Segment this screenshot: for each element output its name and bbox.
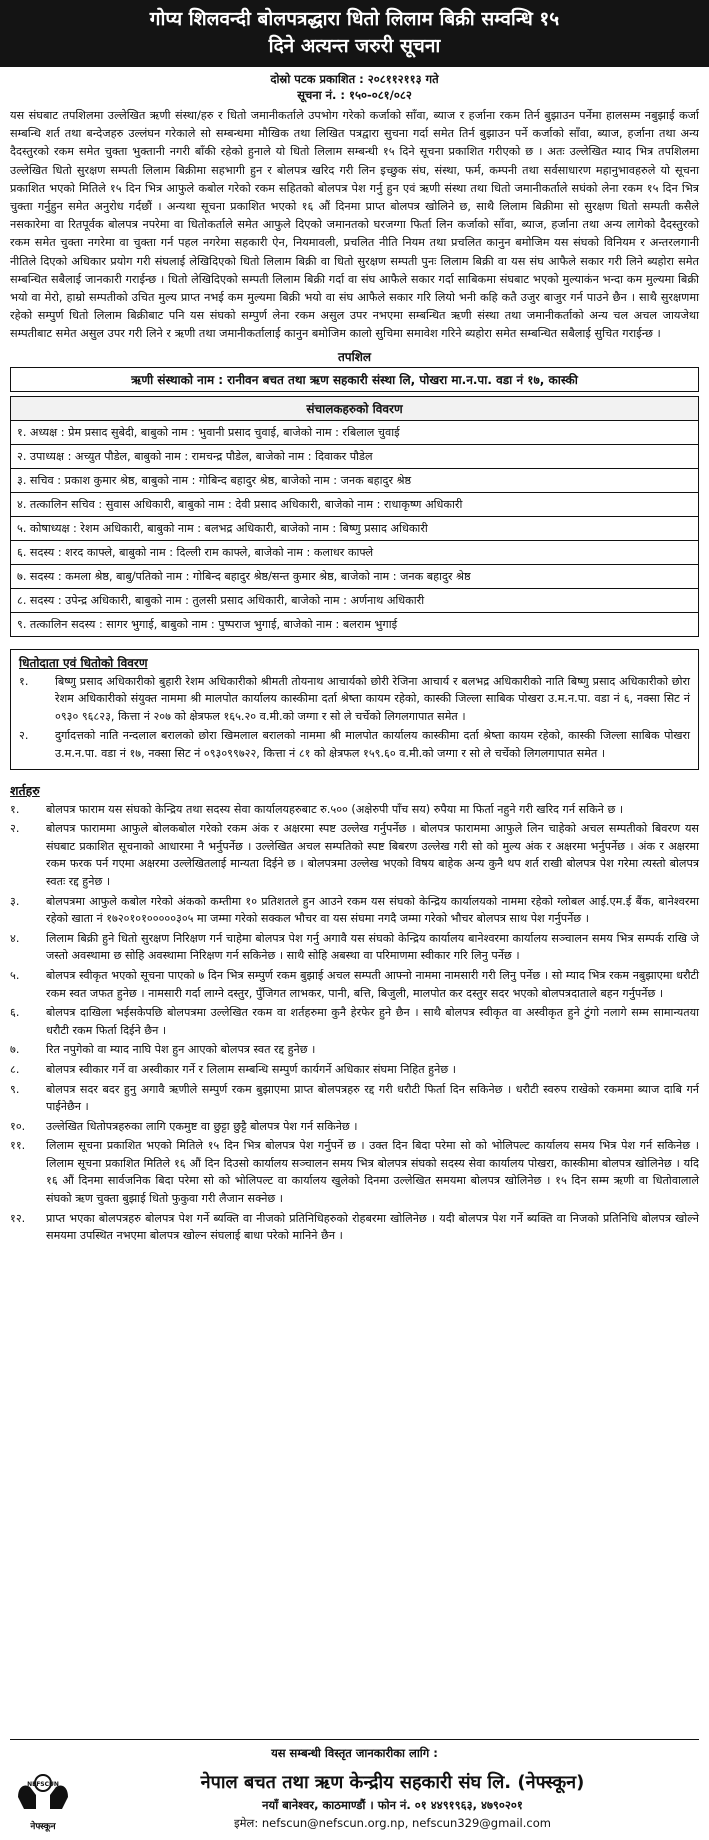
- footer-info-line: यस सम्बन्धी विस्तृत जानकारीका लागि :: [10, 1739, 699, 1761]
- condition-text: बोलपत्र फाराममा आफुले बोलकबोल गरेको रकम अंक र अक्षरमा स्पष्ट उल्लेख गर्नुपर्नेछ । बोलपत्र फाराममा आफुले लिन चाहेको अचल सम्पतीको बिवरण यस संघबाट प्रकाशित सूचनाको आधारमा नै भर्नुपर्नेछ । उल्लेखित अचल सम्पतिको स्पष्ट बिबरण उल्लेख गरी सो को मुल्य अंक र अक्षरमा भर्नुपर्नेछ । अंक र अक्षरमा रकम फरक पर्न गएमा अक्षरमा उल्लेखितलाई मान्यता दिईने छ । बोलपत्रमा उल्लेख भएको विषय बाहेक अन्य कुनै थप शर्त राखी बोलपत्र पेश गरेमा त्यस्तो बोलपत्र स्वतः रद्द हुनेछ ।: [46, 822, 699, 888]
- notice-title-line-2: दिने अत्यन्त जरुरी सूचना: [268, 35, 441, 57]
- condition-number: ४.: [10, 931, 20, 945]
- director-row: १. अध्यक्ष : प्रेम प्रसाद सुबेदी, बाबुको नाम : भुवानी प्रसाद चुवाई, बाजेको नाम : रबिलाल चुवाई: [11, 420, 699, 444]
- collateral-item-text: बिष्णु प्रसाद अधिकारीको बुहारी रेशम अधिकारीको श्रीमती तोयनाथ आचार्यको छोरी रेजिना आचार्य र बलभद्र अधिकारीको नाति बिष्णु प्रसाद अधिकारीको छोरा रेशम अधिकारीको संयुक्त नाममा श्री मालपोत कार्यालय कास्कीमा दर्ता श्रेष्ता कायम रहेको, कास्की जिल्ला साबिक पोखरा उ.म.न.पा. वडा नं ६, नक्सा सिट नं ०९३० ९६८२३, कित्ता नं २०७ को क्षेत्रफल १६५.२० व.मी.को जग्गा र सो ले चर्चेको लिगलगापात समेत ।: [55, 674, 690, 723]
- conditions-list: [10, 801, 699, 1245]
- condition-number: ९.: [10, 1082, 20, 1096]
- notice-body-text: यस संघबाट तपशिलमा उल्लेखित ऋणी संस्था/हरु र धितो जमानीकर्ताले उपभोग गरेको कर्जाको साँवा, ब्याज र हर्जाना रकम तिर्न बुझाउन पर्नेमा हालसम्म नबुझाई कर्जा सम्बन्धि शर्त तथा बन्देजहरु उल्लंघन गरेकाले सो सम्बन्धमा मौखिक तथा लिखित पत्रद्वारा सुचना गर्दा समेत तिर्न बुझाउन पर्ने कर्जाको साँवा, ब्याज, हर्जाना तथा अन्य दैदस्तुरको रकम समेत चुक्ता भुक्तानी नगरी बाँकी रहेको हुनाले यो धितो लिलाम सम्बन्धी १५ दिने सूचना प्रकाशित गरीएको छ । अतः उल्लेखित म्याद भित्र तपशिलमा उल्लेखित धितो सुरक्षण सम्पती लिलाम बिक्रीमा सहभागी हुन र बोलपत्र खरिद गरी लिन इच्छुक संघ, संस्था, फर्म, कम्पनी तथा सर्वसाधारण महानुभावहरुले यो सूचना प्रकाशित भएको मितिले १५ दिन भित्र आफुले कबोल गरेको रकम सहितको बोलपत्र पेश गर्नु हुन एवं ऋणी संस्था तथा धितो जमानीकर्ताले सघंको लेना रकम १५ दिन भित्र चुक्ता गर्नुहुन समेत अनुरोध गर्दछौं । अन्यथा सूचना प्रकाशित भएको १६ औं दिनमा प्राप्त बोलपत्र खोलिने छ, साथै लिलाम बिक्रीमा सो सुरक्षण धितो सम्पती कसैले नसकारेमा वा रितपूर्वक बोलपत्र नपरेमा वा धितोकर्ताले समेत आफुले दिएको जमानतको घरजग्गा फिर्ता लिन कर्जाको साँवा, ब्याज, हर्जाना तथा अन्य लागेको दैदस्तुरको रकम समेत चुक्ता नगरेमा वा चुक्ता गर्न पहल नगरेमा सहकारी ऐन, नियमावली, प्रचलित नीति नियम तथा प्रचलित कानुन बमोजिम यस संघको विनियम र अन्तरलगानी नीतिले दिएको अधिकार प्रयोग गरी संघलाई लेखिदिएको धितो लिलाम बिक्री वा धितो सुरक्षण सम्पती पुनः लिलाम बिक्री वा यस संघ आफैले सकार गरी लिने ब्यहोरा समेत सम्बन्धित सबैलाई जानकारी गराईन्छ । धितो लेखिदिएको सम्पती लिलाम बिक्री गर्दा वा संघ आफैले सकार गर्दा साबिकमा संघबाट भएको मुल्याकंन भन्दा कम मुल्यमा बिक्री भयो वा मेरो, हाम्रो सम्पतीको उचित मुल्य प्राप्त नभई कम मुल्यमा बिक्री भयो वा संघ आफैले सकार गरि लियो भनी कहि कतै उजुर बाजुर गर्न पाउने छैन । साथै सुरक्षणमा रहेको सम्पुर्ण धितो लिलाम बिक्रीबाट पनि यस संघको सम्पुर्ण लेना रकम असुल उपर नभएमा सम्बन्धित ऋणी संस्था तथा जमानीकर्ताको अन्य चल अचल जायजेथा सम्पतीबाट समेत असुल उपर गरी लिने र ऋणी तथा जमानीकर्तालाई कानुन बमोजिम कालो सुचिमा समावेश गरिने ब्यहोरा समेत सम्बन्धित सबैलाई सुचित गराईन्छ ।: [10, 109, 699, 341]
- logo-mark-text: NEFSCUN: [27, 1781, 59, 1788]
- condition-item: [10, 1137, 699, 1207]
- footer-org-name: नेपाल बचत तथा ऋण केन्द्रीय सहकारी संघ लि. (नेफ्स्कून): [200, 1772, 585, 1793]
- footer-contact: [86, 1770, 699, 1831]
- condition-item: [10, 1118, 699, 1136]
- condition-text: उल्लेखित धितोपत्रहरुका लागि एकमुष्ट वा छुट्टा छुट्टै बोलपत्र पेश गर्न सकिनेछ ।: [46, 1119, 358, 1133]
- publish-info: दोस्रो पटक प्रकाशित : २०८११२११३ गते: [270, 72, 439, 86]
- collateral-item-number: १.: [19, 674, 29, 688]
- condition-item: [10, 930, 699, 965]
- collateral-title: धितोदाता एवं धितोको विवरण: [19, 655, 148, 670]
- logo-caption: नेफ्स्कून: [30, 1822, 56, 1832]
- condition-item: [10, 1041, 699, 1059]
- condition-item: [10, 1210, 699, 1245]
- notice-title-bar: [0, 0, 709, 67]
- director-row: ९. तत्कालिन सदस्य : सागर भुगाई, बाबुको नाम : पुष्पराज भुगाई, बाजेको नाम : बलराम भुगाई: [11, 612, 699, 636]
- condition-number: ८.: [10, 1062, 20, 1076]
- condition-number: ५.: [10, 968, 20, 982]
- condition-number: २.: [10, 822, 20, 836]
- director-row: ५. कोषाध्यक्ष : रेशम अधिकारी, बाबुको नाम : बलभद्र अधिकारी, बाजेको नाम : बिष्णु प्रसाद अधिकारी: [11, 516, 699, 540]
- condition-text: बोलपत्र स्वीकार गर्ने वा अस्वीकार गर्ने र लिलाम सम्बन्धि सम्पुर्ण कार्यगर्ने अधिकार संघमा निहित हुनेछ ।: [46, 1062, 456, 1076]
- condition-text: लिलाम सूचना प्रकाशित भएको मितिले १५ दिन भित्र बोलपत्र पेश गर्नुपर्ने छ । उक्त दिन बिदा परेमा सो को भोलिपल्ट कार्यालय समय भित्र पेश गर्न सकिनेछ । लिलाम सूचना प्रकाशित मितिले १६ औं दिन दिउसो कार्यालय सञ्चालन समय भित्र बोलपत्र संघको सदस्य सेवा कार्यालय पोखरा, कास्कीमा बोलपत्र खोलिनेछ । यदि १६ औं दिनमा सार्वजनिक बिदा परेमा सो को भोलिपल्ट वा कार्यालय खुलेको दिनमा उल्लेखित समयमा बोलपत्र खोलिनेछ । १५ दिन सम्म ऋणी वा धितोवालाले संघको ऋण चुक्ता बुझाई धितो फुकुवा गरी लैजान सक्नेछ ।: [46, 1139, 699, 1206]
- collateral-item-number: २.: [19, 729, 29, 743]
- director-row: ४. तत्कालिन सचिव : सुवास अधिकारी, बाबुको नाम : देवी प्रसाद अधिकारी, बाजेको नाम : राधाकृष्ण अधिकारी: [11, 492, 699, 516]
- condition-item: [10, 1004, 699, 1039]
- borrower-org-line: ऋणी संस्थाको नाम : रानीवन बचत तथा ऋण सहकारी संस्था लि, पोखरा मा.न.पा. वडा नं १७, कास्की: [10, 367, 699, 392]
- hands-logo-icon: [14, 1769, 72, 1815]
- condition-item: [10, 820, 699, 890]
- director-row: २. उपाध्यक्ष : अच्युत पौडेल, बाबुको नाम : रामचन्द्र पौडेल, बाजेको नाम : दिवाकर पौडेल: [11, 444, 699, 468]
- conditions-title: शर्तहरु: [10, 782, 40, 798]
- director-row: ७. सदस्य : कमला श्रेष्ठ, बाबु/पतिको नाम : गोबिन्द बहादुर श्रेष्ठ/सन्त कुमार श्रेष्ठ, बाजेको नाम : जनक बहादुर श्रेष्ठ: [11, 564, 699, 588]
- condition-text: बोलपत्र फाराम यस संघको केन्द्रिय तथा सदस्य सेवा कार्यालयहरुबाट रु.५०० (अक्षेरुपी पाँच सय) रुपैया मा फिर्ता नहुने गरी खरिद गर्न सकिने छ ।: [46, 802, 624, 816]
- directors-header: संचालकहरुको विवरण: [11, 396, 699, 420]
- condition-text: लिलाम बिक्री हुने धितो सुरक्षण निरिक्षण गर्न चाहेमा बोलपत्र पेश गर्नु अगावै यस संघको केन्द्रिय कार्यालय बानेश्वरमा कार्यालय सञ्चालन समय भित्र सम्पर्क राखि जे जस्तो अवस्थामा छ सोहि अवस्थामा निरिक्षण गर्न सकिनेछ । साथै सोहि अबस्था वा परिमाणमा स्वीकार गरि लिनु पर्नेछ ।: [46, 931, 699, 963]
- collateral-box: [10, 649, 699, 770]
- collateral-item-text: दुर्गादत्तको नाति नन्दलाल बरालको छोरा खिमलाल बरालको नाममा श्री मालपोत कार्यालय कास्कीमा दर्ता श्रेष्ता कायम रहेको, कास्की जिल्ला साबिक पोखरा उ.म.न.पा. वडा नं १७, नक्सा सिट नं ०९३०९९७२२, कित्ता नं ८१ को क्षेत्रफल १५९.६० व.मी.को जग्गा र सो ले चर्चेको लिगलगापात समेत ।: [55, 729, 690, 761]
- condition-number: ११.: [10, 1139, 26, 1153]
- condition-number: ७.: [10, 1043, 20, 1057]
- directors-table: [10, 396, 699, 637]
- condition-text: प्राप्त भएका बोलपत्रहरु बोलपत्र पेश गर्ने ब्यक्ति वा नीजको प्रतिनिधिहरुको रोहबरमा खोलिनेछ । यदी बोलपत्र पेश गर्ने ब्यक्ति वा निजको प्रतिनिधि बोलपत्र खोल्ने समयमा उपस्थित नभएमा बोलपत्र खोल्न संघलाई बाधा परेको मानिने छैन ।: [46, 1211, 699, 1243]
- condition-item: [10, 1061, 699, 1079]
- notice-number: सूचना नं. : १५०-०८१/०८२: [297, 88, 412, 102]
- condition-number: १२.: [10, 1211, 26, 1225]
- details-title: तपशिल: [337, 349, 372, 364]
- condition-text: बोलपत्र स्वीकृत भएको सूचना पाएको ७ दिन भित्र सम्पुर्ण रकम बुझाई अचल सम्पती आफ्नो नाममा नामसारी गरी लिनु पर्नेछ । सो म्याद भित्र रकम नबुझाएमा धरौटी रकम स्वत जफत हुनेछ । नामसारी गर्दा लाग्ने दस्तुर, पुँजिगत लाभकर, पानी, बत्ति, बिजुली, मालपोत कर दस्तुर सदर भएको बोलपत्रदाताले बहन गर्नुपर्नेछ ।: [46, 968, 699, 1000]
- condition-item: [10, 967, 699, 1002]
- notice-footer: [10, 1735, 699, 1832]
- condition-text: बोलपत्र दाखिला भईसकेपछि बोलपत्रमा उल्लेखित रकम वा शर्तहरुमा कुनै हेरफेर हुने छैन । साथै बोलपत्र स्वीकृत वा अस्वीकृत हुने टुंगो नलागे सम्म सामान्यतया धरौटी रकम फिर्ता दिईने छैन ।: [46, 1006, 699, 1037]
- director-row: ८. सदस्य : उपेन्द्र अधिकारी, बाबुको नाम : तुलसी प्रसाद अधिकारी, बाजेको नाम : अर्णनाथ अधिकारी: [11, 588, 699, 612]
- org-logo: [10, 1769, 76, 1832]
- condition-text: रित नपुगेको वा म्याद नाघि पेश हुन आएको बोलपत्र स्वत रद्द हुनेछ ।: [46, 1043, 316, 1057]
- collateral-item: [19, 673, 690, 726]
- condition-number: १.: [10, 802, 20, 816]
- director-row: ३. सचिव : प्रकाश कुमार श्रेष्ठ, बाबुको नाम : गोबिन्द बहादुर श्रेष्ठ, बाजेको नाम : जनक बहादुर श्रेष्ठ: [11, 468, 699, 492]
- condition-item: [10, 801, 699, 819]
- condition-text: बोलपत्रमा आफुले कबोल गरेको अंकको कम्तीमा १० प्रतिशतले हुन आउने रकम यस संघको केन्द्रिय कार्यालयको नाममा रहेको ग्लोबल आई.एम.ई बैंक, बानेश्वरमा रहेको खाता नं १७२०१०१०००००३०५ मा जम्मा गरेको सक्कल भौचर वा यस संघमा नगदै जम्मा गरेको भौचर बोलपत्र साथ पेश गर्नुपर्नेछ ।: [46, 894, 699, 926]
- director-row: ६. सदस्य : शरद काफ्ले, बाबुको नाम : दिल्ली राम काफ्ले, बाजेको नाम : कलाधर काफ्ले: [11, 540, 699, 564]
- footer-org-block: [10, 1769, 699, 1832]
- collateral-item: [19, 727, 690, 762]
- condition-number: ३.: [10, 894, 20, 908]
- footer-address: नयाँ बानेश्वर, काठमाण्डौं । फोन नं. ०१ ४४९१९६३, ४७९०२०१: [262, 1798, 523, 1812]
- condition-number: १०.: [10, 1119, 26, 1133]
- condition-text: बोलपत्र सदर बदर हुनु अगावै ऋणीले सम्पुर्ण रकम बुझाएमा प्राप्त बोलपत्रहरु रद्द गरी धरौटी फिर्ता दिन सकिनेछ । धरौटी स्वरुप राखेको रकममा ब्याज दाबि गर्न पाईनेछैन ।: [46, 1082, 699, 1114]
- notice-title-line-1: गोप्य शिलवन्दी बोलपत्रद्धारा धितो लिलाम बिक्री सम्वन्धि १५: [149, 8, 560, 30]
- condition-item: [10, 893, 699, 928]
- condition-item: [10, 1081, 699, 1116]
- footer-email: इमेल: nefscun@nefscun.org.np, nefscun329@gmail.com: [234, 1816, 551, 1830]
- condition-number: ६.: [10, 1006, 20, 1020]
